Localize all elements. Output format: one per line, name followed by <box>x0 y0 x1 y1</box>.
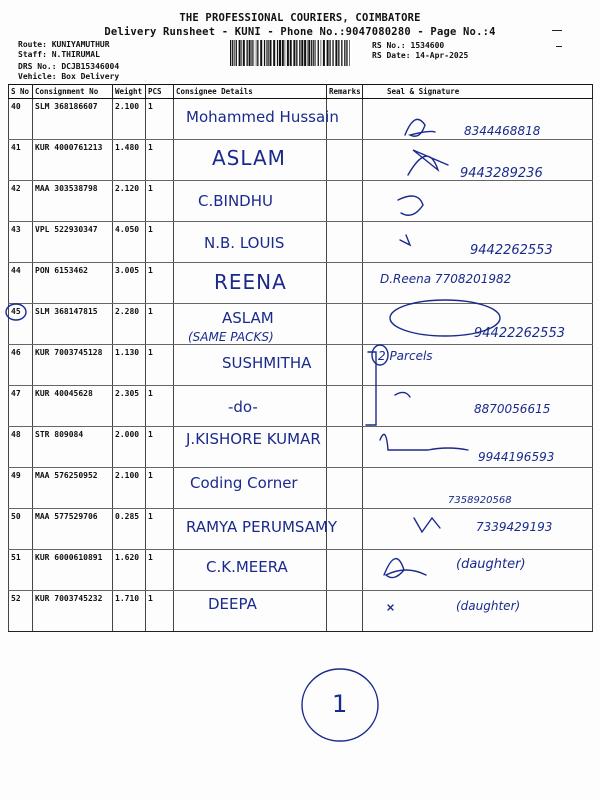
col-pcs: PCS <box>146 85 174 99</box>
col-consignee: Consignee Details <box>174 85 327 99</box>
sig-47 <box>395 392 410 397</box>
cell-weight: 2.305 <box>113 386 146 427</box>
cell-pcs: 1 <box>146 386 174 427</box>
hw-phone-45: 94422262553 <box>474 326 565 341</box>
cell-weight: 1.480 <box>113 140 146 181</box>
cell-s-no: 49 <box>9 468 33 509</box>
hw-name-44: REENA <box>214 270 287 294</box>
cell-weight: 1.620 <box>113 550 146 591</box>
sig-42 <box>398 196 423 215</box>
cell-s-no: 52 <box>9 591 33 632</box>
cell-consignment-no: STR 809084 <box>33 427 113 468</box>
cell-pcs: 1 <box>146 99 174 140</box>
cell-s-no: 41 <box>9 140 33 181</box>
hw-name-45: ASLAM <box>222 309 274 327</box>
col-consignment-no: Consignment No <box>33 85 113 99</box>
cell-consignment-no: SLM 368147815 <box>33 304 113 345</box>
cell-consignment-no: KUR 7003745232 <box>33 591 113 632</box>
vehicle-label: Vehicle: Box Delivery <box>18 72 120 81</box>
sig-43 <box>400 235 410 245</box>
cell-s-no: 46 <box>9 345 33 386</box>
hw-page-mark: 1 <box>332 690 348 718</box>
runsheet-subtitle: Delivery Runsheet - KUNI - Phone No.:9047080280 - Page No.:4 <box>104 26 496 38</box>
cell-weight: 2.000 <box>113 427 146 468</box>
cell-consignment-no: SLM 368186607 <box>33 99 113 140</box>
hw-phone-49: 7358920568 <box>448 495 512 506</box>
cell-pcs: 1 <box>146 427 174 468</box>
cell-s-no: 50 <box>9 509 33 550</box>
cell-consignment-no: VPL 522930347 <box>33 222 113 263</box>
cell-consignment-no: KUR 40045628 <box>33 386 113 427</box>
cell-s-no: 40 <box>9 99 33 140</box>
cell-pcs: 1 <box>146 140 174 181</box>
cell-s-no: 44 <box>9 263 33 304</box>
hw-name-52: DEEPA <box>208 595 257 613</box>
hw-name-48: J.KISHORE KUMAR <box>186 430 321 448</box>
hw-name-51: C.K.MEERA <box>206 558 288 576</box>
sig-41 <box>408 150 448 175</box>
hw-note-51: (daughter) <box>456 557 526 572</box>
cell-s-no: 42 <box>9 181 33 222</box>
hw-name-49: Coding Corner <box>190 474 298 492</box>
col-s-no: S No <box>9 85 33 99</box>
hw-phone-47: 8870056615 <box>474 402 551 416</box>
cell-weight: 0.285 <box>113 509 146 550</box>
cell-s-no: 43 <box>9 222 33 263</box>
sig-52 <box>388 605 393 610</box>
cell-pcs: 1 <box>146 345 174 386</box>
hw-name-40: Mohammed Hussain <box>186 108 339 126</box>
cell-consignment-no: MAA 576250952 <box>33 468 113 509</box>
cell-pcs: 1 <box>146 263 174 304</box>
hw-phone-40: 8344468818 <box>464 124 541 138</box>
col-signature: Seal & Signature <box>363 85 593 99</box>
cell-weight: 4.050 <box>113 222 146 263</box>
cell-pcs: 1 <box>146 591 174 632</box>
sig-51 <box>384 559 426 578</box>
sig-48 <box>380 434 468 450</box>
cell-weight: 1.710 <box>113 591 146 632</box>
cell-weight: 2.280 <box>113 304 146 345</box>
cell-pcs: 1 <box>146 509 174 550</box>
cell-weight: 1.130 <box>113 345 146 386</box>
cell-weight: 2.100 <box>113 468 146 509</box>
cell-consignment-no: PON 6153462 <box>33 263 113 304</box>
col-weight: Weight <box>113 85 146 99</box>
staff-label: Staff: N.THIRUMAL <box>18 50 100 59</box>
hw-name-43: N.B. LOUIS <box>204 234 285 252</box>
cell-pcs: 1 <box>146 468 174 509</box>
cell-s-no: 45 <box>9 304 33 345</box>
cell-weight: 2.100 <box>113 99 146 140</box>
rs-number: RS No.: 1534600 <box>372 41 445 50</box>
rs-date: RS Date: 14-Apr-2025 <box>372 51 469 60</box>
cell-consignment-no: KUR 4000761213 <box>33 140 113 181</box>
hw-phone-41: 9443289236 <box>460 166 543 181</box>
cell-pcs: 1 <box>146 304 174 345</box>
cell-weight: 3.005 <box>113 263 146 304</box>
cell-consignment-no: KUR 7003745128 <box>33 345 113 386</box>
hw-phone-48: 9944196593 <box>478 450 555 464</box>
hw-name-47: -do- <box>228 398 258 416</box>
cell-s-no: 48 <box>9 427 33 468</box>
hw-name-45-note: (SAME PACKS) <box>188 330 274 344</box>
circle-row-45 <box>6 304 26 320</box>
cell-weight: 2.120 <box>113 181 146 222</box>
drs-label: DRS No.: DCJB15346004 <box>18 62 120 71</box>
sig-50 <box>414 518 440 532</box>
hw-phone-43: 9442262553 <box>470 243 553 258</box>
hw-name-41: ASLAM <box>212 146 286 170</box>
cell-s-no: 51 <box>9 550 33 591</box>
route-label: Route: KUNIYAMUTHUR <box>18 40 110 49</box>
hw-name-50: RAMYA PERUMSAMY <box>186 518 338 536</box>
cell-pcs: 1 <box>146 181 174 222</box>
runsheet-title: THE PROFESSIONAL COURIERS, COIMBATORE <box>179 12 421 24</box>
hw-remark-46: 2 Parcels <box>378 349 433 363</box>
hw-name-46: SUSHMITHA <box>222 354 312 372</box>
cell-consignment-no: MAA 303538798 <box>33 181 113 222</box>
cell-consignment-no: MAA 577529706 <box>33 509 113 550</box>
hw-note-52: (daughter) <box>456 599 521 613</box>
sig-40 <box>405 119 435 136</box>
col-remarks: Remarks <box>327 85 363 99</box>
hw-phone-50: 7339429193 <box>476 520 553 534</box>
hw-name-42: C.BINDHU <box>198 192 273 210</box>
cell-pcs: 1 <box>146 222 174 263</box>
cell-pcs: 1 <box>146 550 174 591</box>
cell-consignment-no: KUR 6000610891 <box>33 550 113 591</box>
hw-phone-44: D.Reena 7708201982 <box>380 272 512 286</box>
cell-s-no: 47 <box>9 386 33 427</box>
